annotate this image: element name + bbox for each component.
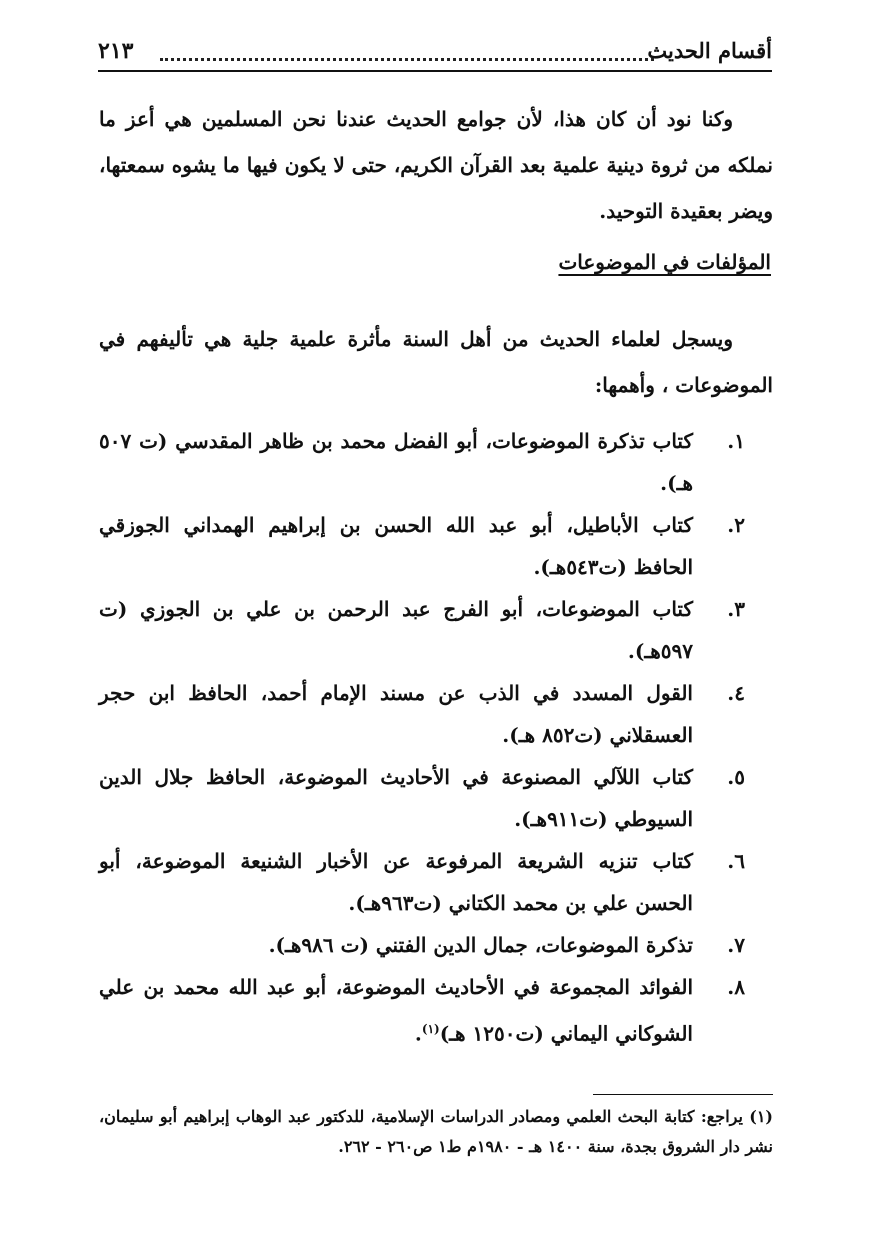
list-item-number: ٦. bbox=[727, 849, 745, 873]
header-dot-leader bbox=[160, 44, 654, 61]
list-item bbox=[99, 966, 773, 1055]
list-item bbox=[99, 588, 773, 672]
intro-paragraph-block bbox=[99, 96, 773, 234]
intro-paragraph: وكنا نود أن كان هذا، لأن جوامع الحديث عندنا نحن المسلمين هي أعز ما نملكه من ثروة دينية علمية بعد القرآن الكريم، حتى لا يكون فيها ما يشوه سمعتها، ويضر بعقيدة التوحيد. bbox=[99, 107, 773, 223]
list-item-number: ١. bbox=[727, 429, 745, 453]
list-item-text: كتاب اللآلي المصنوعة في الأحاديث الموضوعة، الحافظ جلال الدين السيوطي (ت٩١١هـ). bbox=[99, 765, 693, 831]
footnote-divider bbox=[593, 1094, 773, 1095]
works-list bbox=[99, 420, 773, 1055]
list-item-text: كتاب تنزيه الشريعة المرفوعة عن الأخبار الشنيعة الموضوعة، أبو الحسن علي بن محمد الكتاني (ت٩٦٣هـ). bbox=[99, 849, 693, 915]
running-header bbox=[98, 36, 772, 72]
section-paragraph: ويسجل لعلماء الحديث من أهل السنة مأثرة علمية جلية هي تأليفهم في الموضوعات ، وأهمها: bbox=[99, 327, 773, 397]
section-heading: المؤلفات في الموضوعات bbox=[558, 250, 771, 274]
footnote-reference[interactable]: (١) bbox=[421, 1022, 440, 1036]
list-item bbox=[99, 504, 773, 588]
list-item-number: ٣. bbox=[727, 597, 745, 621]
list-item bbox=[99, 672, 773, 756]
page-number: ٢١٣ bbox=[98, 38, 134, 64]
list-item-number: ٤. bbox=[727, 681, 745, 705]
list-item-text-block bbox=[99, 966, 693, 1055]
list-item bbox=[99, 924, 773, 966]
list-item bbox=[99, 420, 773, 504]
list-item-number: ٨. bbox=[727, 975, 745, 999]
section-paragraph-block bbox=[99, 316, 773, 408]
header-title: أقسام الحديث bbox=[647, 38, 772, 63]
list-item-text: كتاب تذكرة الموضوعات، أبو الفضل محمد بن ظاهر المقدسي (ت ٥٠٧ هـ). bbox=[99, 429, 693, 495]
footnote: (١) يراجع: كتابة البحث العلمي ومصادر الدراسات الإسلامية، للدكتور عبد الوهاب إبراهيم أبو سليمان، نشر دار الشروق بجدة، سنة ١٤٠٠ هـ - ١٩٨٠م ط١ ص٢٦٠ - ٢٦٢. bbox=[99, 1107, 773, 1156]
list-item bbox=[99, 840, 773, 924]
list-item bbox=[99, 756, 773, 840]
list-item-text: تذكرة الموضوعات، جمال الدين الفتني (ت ٩٨٦هـ). bbox=[268, 933, 693, 957]
list-item-number: ٧. bbox=[727, 933, 745, 957]
list-item-number: ٢. bbox=[727, 513, 745, 537]
list-item-number: ٥. bbox=[727, 765, 745, 789]
list-item-text: الفوائد المجموعة في الأحاديث الموضوعة، أبو عبد الله محمد بن علي الشوكاني اليماني (ت١٢٥٠ هـ) bbox=[99, 975, 693, 1046]
list-item-text: كتاب الأباطيل، أبو عبد الله الحسن بن إبراهيم الهمداني الجوزقي الحافظ (ت٥٤٣هـ). bbox=[99, 513, 693, 579]
list-item-text: كتاب الموضوعات، أبو الفرج عبد الرحمن بن علي بن الجوزي (ت ٥٩٧هـ). bbox=[99, 597, 693, 663]
list-item-text: القول المسدد في الذب عن مسند الإمام أحمد، الحافظ ابن حجر العسقلاني (ت٨٥٢ هـ). bbox=[99, 681, 693, 747]
list-item-tail: . bbox=[414, 1021, 422, 1046]
